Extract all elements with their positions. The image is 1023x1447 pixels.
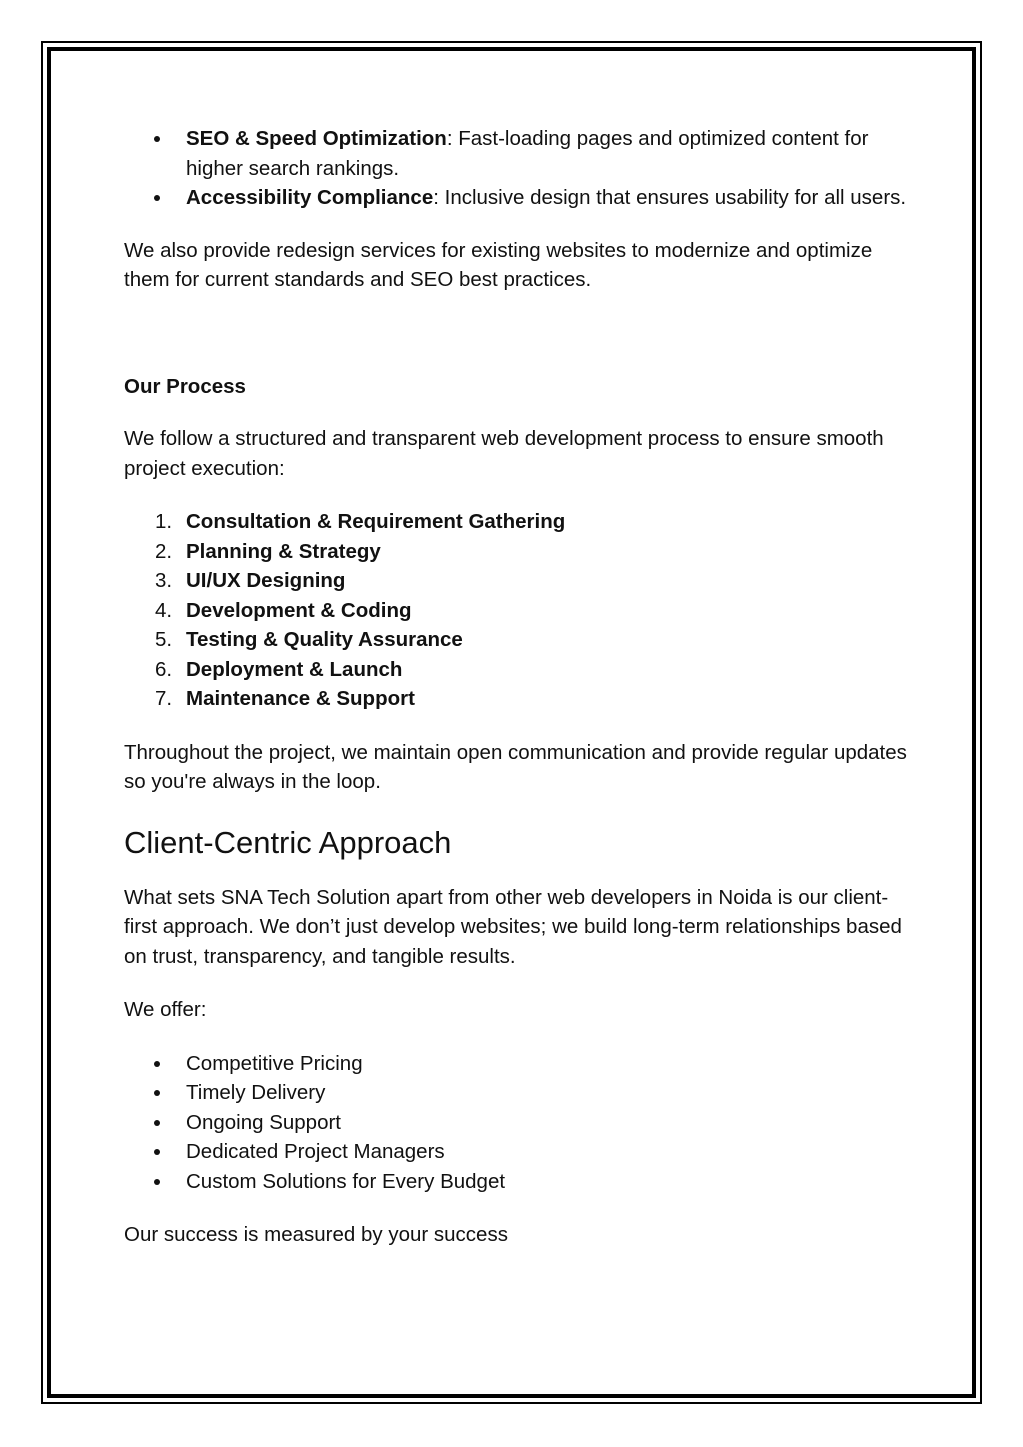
step-number: 6. [155, 657, 173, 681]
step-number: 1. [155, 510, 173, 533]
step-number: 2. [155, 539, 173, 563]
list-item [124, 183, 909, 213]
process-steps-list [124, 507, 909, 714]
step-label: Consultation & Requirement Gathering [186, 510, 566, 533]
list-item [124, 566, 909, 596]
step-label: UI/UX Designing [186, 569, 346, 592]
list-item [124, 625, 909, 655]
step-label: Deployment & Launch [186, 657, 403, 681]
list-item [124, 1108, 909, 1138]
process-intro: We follow a structured and transparent web development process to ensure smooth project execution: [124, 427, 884, 480]
section-heading: Client-Centric Approach [124, 824, 452, 860]
list-item [124, 684, 909, 714]
step-label: Maintenance & Support [186, 687, 415, 710]
bullet-icon [154, 1090, 160, 1096]
step-number: 4. [155, 598, 173, 622]
offer-label: Ongoing Support [186, 1110, 342, 1134]
features-list [124, 124, 909, 213]
step-label: Planning & Strategy [186, 539, 381, 563]
list-item [124, 1137, 909, 1167]
bullet-icon [154, 1179, 160, 1185]
bullet-icon [154, 1149, 160, 1155]
list-item [124, 507, 909, 537]
list-item [124, 1167, 909, 1197]
feature-text: : Inclusive design that ensures usability for all users. [433, 186, 907, 209]
process-closing: Throughout the project, we maintain open communication and provide regular updates so you're always in the loop. [124, 740, 907, 793]
feature-text: : Fast-loading pages and optimized content for higher search rankings. [186, 127, 869, 180]
bullet-icon [154, 1061, 160, 1067]
client-centric-paragraph: What sets SNA Tech Solution apart from other web developers in Noida is our client-first approach. We don’t just develop websites; we build long-term relationships based on trust, transparency, and tangible results. [124, 885, 902, 968]
feature-term: Accessibility Compliance [186, 186, 434, 209]
step-label: Testing & Quality Assurance [186, 628, 463, 651]
process-heading: Our Process [124, 374, 246, 398]
document-content [124, 124, 909, 1250]
list-item [124, 1078, 909, 1108]
feature-term: SEO & Speed Optimization [186, 127, 447, 150]
list-item [124, 655, 909, 685]
offer-intro: We offer: [124, 998, 207, 1021]
redesign-paragraph: We also provide redesign services for existing websites to modernize and optimize them for current standards and SEO best practices. [124, 238, 873, 291]
list-item [124, 537, 909, 567]
offer-label: Competitive Pricing [186, 1051, 363, 1075]
list-item [124, 596, 909, 626]
offer-label: Custom Solutions for Every Budget [186, 1169, 506, 1193]
closing-statement: Our success is measured by your success [124, 1223, 508, 1246]
offers-list [124, 1049, 909, 1197]
bullet-icon [154, 195, 160, 201]
step-label: Development & Coding [186, 598, 412, 622]
offer-label: Dedicated Project Managers [186, 1140, 445, 1163]
bullet-icon [154, 136, 160, 142]
list-item [124, 124, 909, 183]
step-number: 5. [155, 628, 173, 651]
step-number: 3. [155, 569, 173, 592]
bullet-icon [154, 1120, 160, 1126]
list-item [124, 1049, 909, 1079]
step-number: 7. [155, 687, 173, 710]
offer-label: Timely Delivery [186, 1081, 326, 1104]
